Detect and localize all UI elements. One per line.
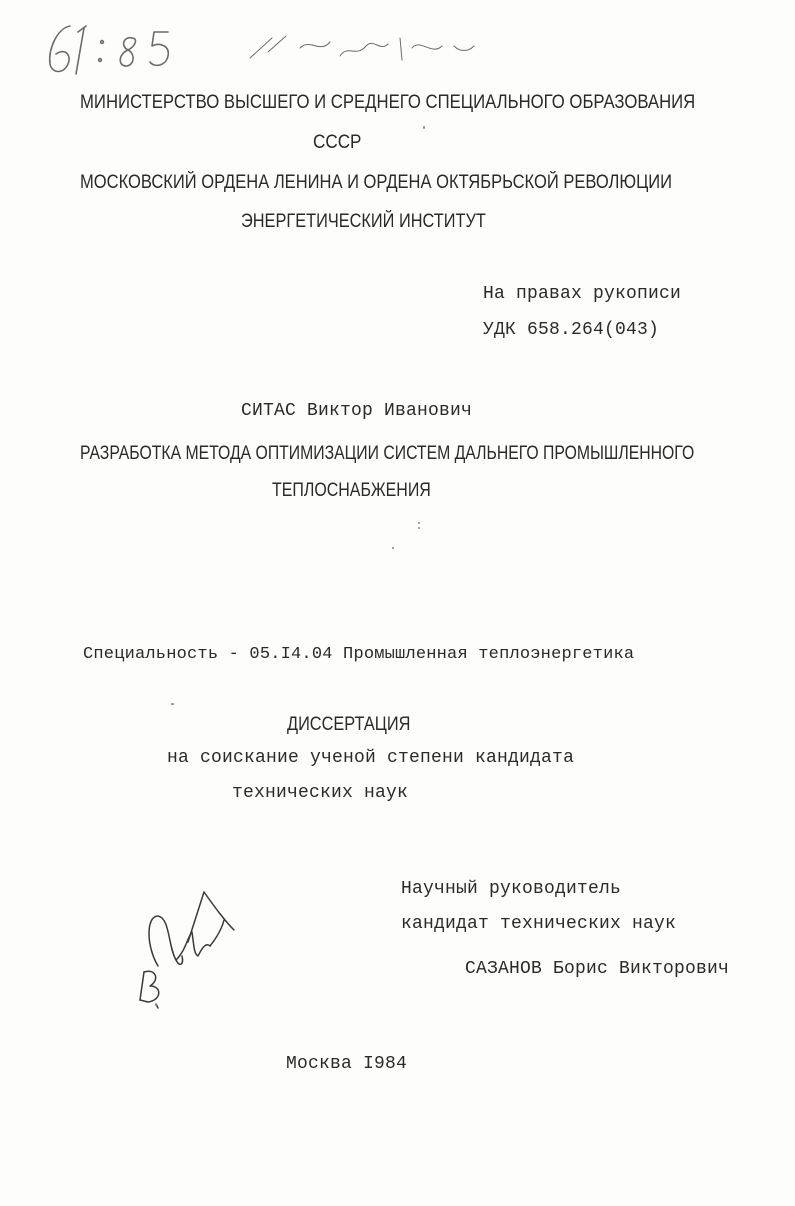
udc-code: УДК 658.264(043) — [483, 320, 660, 340]
scan-speck — [171, 703, 174, 705]
supervisor-role: Научный руководитель — [401, 879, 622, 899]
country-line: СССР — [313, 132, 362, 153]
scan-speck — [418, 527, 420, 529]
dissertation-title-line-2: ТЕПЛОСНАБЖЕНИЯ — [272, 480, 431, 501]
institute-line-1: МОСКОВСКИЙ ОРДЕНА ЛЕНИНА И ОРДЕНА ОКТЯБРЬСКОЙ РЕВОЛЮЦИИ — [80, 172, 673, 193]
degree-purpose-line-2: технических наук — [232, 783, 409, 803]
degree-purpose-line-1: на соискание ученой степени кандидата — [167, 748, 575, 768]
dissertation-heading: ДИССЕРТАЦИЯ — [287, 714, 411, 735]
dissertation-title-line-1: РАЗРАБОТКА МЕТОДА ОПТИМИЗАЦИИ СИСТЕМ ДАЛЬНЕГО ПРОМЫШЛЕННОГО — [80, 443, 695, 464]
institute-line-2: ЭНЕРГЕТИЧЕСКИЙ ИНСТИТУТ — [241, 211, 486, 232]
specialty-line: Специальность - 05.I4.04 Промышленная теплоэнергетика — [83, 645, 635, 664]
handwritten-signature — [128, 876, 248, 1012]
supervisor-name: САЗАНОВ Борис Викторович — [465, 959, 730, 979]
scan-speck — [423, 126, 425, 129]
supervisor-degree: кандидат технических наук — [401, 914, 677, 934]
scan-speck — [418, 522, 420, 524]
ministry-line: МИНИСТЕРСТВО ВЫСШЕГО И СРЕДНЕГО СПЕЦИАЛЬНОГО ОБРАЗОВАНИЯ — [80, 92, 696, 113]
scan-speck — [392, 547, 394, 549]
author-name: СИТАС Виктор Иванович — [241, 401, 473, 421]
handwritten-top-note — [40, 8, 510, 88]
scan-speck — [155, 1004, 157, 1006]
manuscript-rights: На правах рукописи — [483, 284, 682, 304]
city-year: Москва I984 — [286, 1054, 408, 1074]
